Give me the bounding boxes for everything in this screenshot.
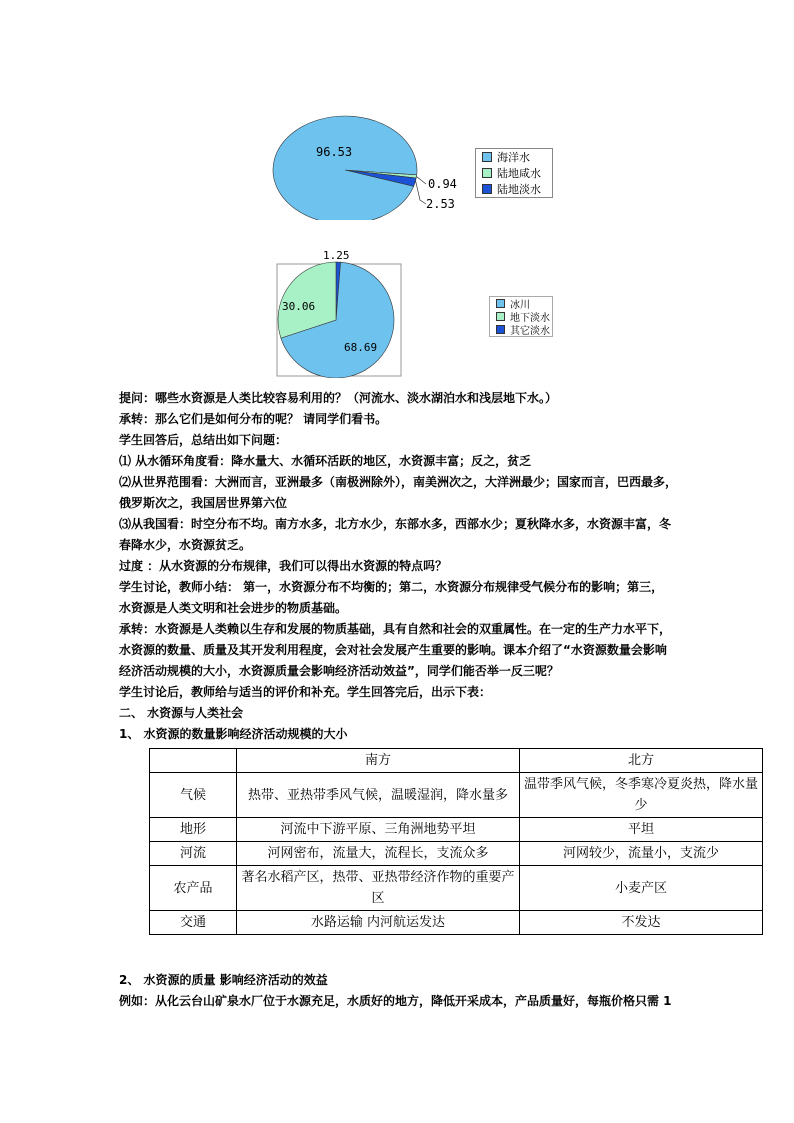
comparison-table (149, 748, 763, 935)
section-heading-2: 二、 水资源与人类社会 (119, 706, 244, 720)
legend-swatch (482, 184, 492, 194)
legend-item-fresh (476, 181, 552, 197)
table-cell: 著名水稻产区，热带、亚热带经济作物的重要产区 (237, 866, 520, 911)
table-cell: 河网较少，流量小，支流少 (520, 842, 763, 866)
text-transition-2: 过度 ：从水资源的分布规律，我们可以得出水资源的特点吗？ (119, 559, 448, 573)
legend-label: 陆地咸水 (497, 167, 541, 180)
table-row (150, 818, 763, 842)
table-row (150, 773, 763, 818)
data-label: 1.25 (323, 249, 350, 262)
table-cell: 热带、亚热带季风气候，温暖湿润，降水量多 (237, 773, 520, 818)
text-point-2b: 俄罗斯次之，我国居世界第六位 (119, 496, 288, 510)
text-point-2a: ⑵从世界范围看：大洲而言，亚洲最多（南极洲除外），南美洲次之，大洋洲最少；国家而言，巴西最多， (119, 475, 678, 489)
text-transition: 承转：那么它们是如何分布的呢？ 请同学们看书。 (119, 412, 388, 426)
legend-item-saline (476, 165, 552, 181)
data-label: 68.69 (344, 341, 378, 354)
table-cell: 气候 (150, 773, 237, 818)
legend-label: 地下淡水 (510, 313, 550, 324)
text-transition-3c: 经济活动规模的大小，水资源质量会影响经济活动效益”，同学们能否举一反三呢？ (119, 664, 559, 678)
table-row (150, 911, 763, 935)
leader-line (416, 176, 426, 184)
table-header-row (150, 749, 763, 773)
legend-item-ocean (476, 149, 552, 165)
table-row (150, 866, 763, 911)
text-teacher-summary-b: 水资源是人类文明和社会进步的物质基础。 (119, 601, 348, 615)
legend-label: 冰川 (510, 300, 530, 311)
subsection-heading-2: 2、 水资源的质量 影响经济活动的效益 (119, 973, 328, 987)
table-cell: 小麦产区 (520, 866, 763, 911)
text-point-3a: ⑶从我国看：时空分布不均。南方水多，北方水少，东部水多，西部水少；夏秋降水多，水资源丰富，冬 (119, 517, 672, 531)
data-label: 30.06 (282, 300, 316, 313)
data-label: 2.53 (426, 197, 455, 211)
table-header-cell: 北方 (520, 749, 763, 773)
table-cell: 平坦 (520, 818, 763, 842)
text-example: 例如：从化云台山矿泉水厂位于水源充足，水质好的地方，降低开采成本，产品质量好，每瓶价格只需 1 (119, 994, 672, 1008)
text-transition-3b: 水资源的数量、质量及其开发利用程度，会对社会发展产生重要的影响。课本介绍了“水资源数量会影响 (119, 643, 667, 657)
table-header-cell (150, 749, 237, 773)
text-point-3b: 春降水少，水资源贫乏。 (119, 538, 252, 552)
text-summary: 学生回答后，总结出如下问题： (119, 433, 288, 447)
table-cell: 温带季风气候，冬季寒冷夏炎热，降水量少 (520, 773, 763, 818)
table-cell: 水路运输 内河航运发达 (237, 911, 520, 935)
table-cell: 交通 (150, 911, 237, 935)
legend-swatch (496, 325, 505, 334)
pie2-svg (270, 248, 410, 378)
subsection-heading-1: 1、 水资源的数量影响经济活动规模的大小 (119, 727, 348, 741)
table-cell: 河流 (150, 842, 237, 866)
table-cell: 地形 (150, 818, 237, 842)
table-cell: 河流中下游平原、三角洲地势平坦 (237, 818, 520, 842)
legend-swatch (482, 152, 492, 162)
text-discussion: 学生讨论后，教师给与适当的评价和补充。学生回答完后，出示下表： (119, 685, 492, 699)
table-cell: 农产品 (150, 866, 237, 911)
legend-2 (489, 296, 553, 337)
table-cell: 河网密布，流量大，流程长，支流众多 (237, 842, 520, 866)
legend-label: 其它淡水 (510, 326, 550, 337)
legend-swatch (496, 312, 505, 321)
pie-chart-freshwater (270, 248, 410, 378)
table-row (150, 842, 763, 866)
legend-1 (475, 148, 553, 198)
table-cell: 不发达 (520, 911, 763, 935)
text-question: 提问：哪些水资源是人类比较容易利用的？（河流水、淡水湖泊水和浅层地下水。） (119, 391, 558, 405)
legend-label: 海洋水 (497, 151, 530, 164)
text-teacher-summary-a: 学生讨论，教师小结： 第一，水资源分布不均衡的；第二，水资源分布规律受气候分布的影响；第三， (119, 580, 664, 594)
legend-swatch (496, 299, 505, 308)
legend-item-other (490, 323, 552, 336)
text-point-1: ⑴ 从水循环角度看：降水量大、水循环活跃的地区，水资源丰富；反之，贫乏 (119, 454, 532, 468)
leader-line (416, 181, 426, 204)
pie-slice (273, 116, 417, 220)
text-transition-3a: 承转：水资源是人类赖以生存和发展的物质基础，具有自然和社会的双重属性。在一定的生产力水平下， (119, 622, 672, 636)
data-label: 96.53 (316, 145, 353, 159)
table-header-cell: 南方 (237, 749, 520, 773)
legend-swatch (482, 168, 492, 178)
data-label: 0.94 (428, 177, 457, 191)
legend-label: 陆地淡水 (497, 183, 541, 196)
